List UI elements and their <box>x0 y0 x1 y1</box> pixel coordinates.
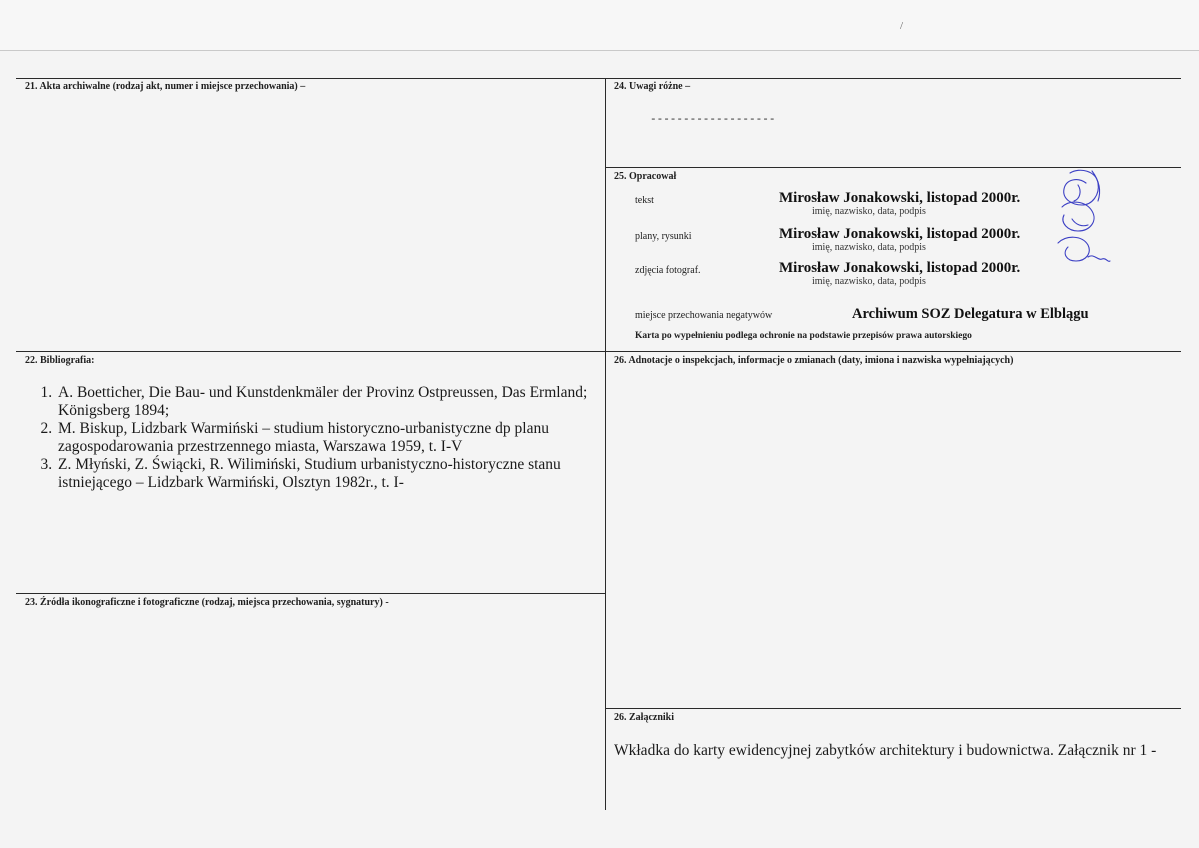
field-zdjecia-value: Mirosław Jonakowski, listopad 2000r. <box>779 260 1021 276</box>
field-plany-caption: imię, nazwisko, data, podpis <box>812 242 926 253</box>
field-zdjecia-label: zdjęcia fotograf. <box>635 265 701 276</box>
field-zdjecia-caption: imię, nazwisko, data, podpis <box>812 276 926 287</box>
rule-25-26-right <box>605 351 1181 352</box>
section-24-value: ------------------- <box>650 114 776 126</box>
section-26-attachments-label: 26. Załączniki <box>614 712 675 723</box>
section-26-annotations-label: 26. Adnotacje o inspekcjach, informacje o zmianach (daty, imiona i nazwiska wypełniających) <box>614 355 1014 366</box>
negatives-value: Archiwum SOZ Delegatura w Elblągu <box>852 306 1089 322</box>
top-margin <box>0 0 1199 51</box>
field-tekst-caption: imię, nazwisko, data, podpis <box>812 206 926 217</box>
attachments-value: Wkładka do karty ewidencyjnej zabytków architektury i budownictwa. Załącznik nr 1 - <box>614 742 1157 759</box>
copyright-note: Karta po wypełnieniu podlega ochronie na podstawie przepisów prawa autorskiego <box>635 331 972 341</box>
bibliography-item: 2. M. Biskup, Lidzbark Warmiński – studium historyczno-urbanistyczne dp planu zagospodarowania przestrzennego miasta, Warszawa 1959, t. I-V <box>56 420 631 456</box>
pencil-mark: / <box>900 20 904 32</box>
field-plany-label: plany, rysunki <box>635 231 692 242</box>
top-rule <box>16 78 1181 79</box>
rule-26-attach <box>605 708 1181 709</box>
field-tekst-value: Mirosław Jonakowski, listopad 2000r. <box>779 190 1021 206</box>
bibliography-item: 1. A. Boetticher, Die Bau- und Kunstdenkmäler der Provinz Ostpreussen, Das Ermland; Königsberg 1894; <box>56 384 631 420</box>
signature-scribble <box>1052 165 1112 280</box>
section-23-label: 23. Źródła ikonograficzne i fotograficzne (rodzaj, miejsca przechowania, sygnatury) - <box>25 597 389 608</box>
negatives-label: miejsce przechowania negatywów <box>635 310 773 321</box>
section-21-label: 21. Akta archiwalne (rodzaj akt, numer i miejsce przechowania) – <box>25 81 306 92</box>
rule-22-23 <box>16 593 605 594</box>
bibliography-list <box>26 384 631 492</box>
bibliography-item: 3. Z. Młyński, Z. Świącki, R. Wilimiński, Studium urbanistyczno-historyczne stanu istniejącego – Lidzbark Warmiński, Olsztyn 1982r., t. I- <box>56 456 631 492</box>
section-24-label: 24. Uwagi różne – <box>614 81 691 92</box>
section-25-label: 25. Opracował <box>614 171 677 182</box>
rule-21-22-left <box>16 351 605 352</box>
field-plany-value: Mirosław Jonakowski, listopad 2000r. <box>779 226 1021 242</box>
section-22-label: 22. Bibliografia: <box>25 355 95 366</box>
field-tekst-label: tekst <box>635 195 654 206</box>
